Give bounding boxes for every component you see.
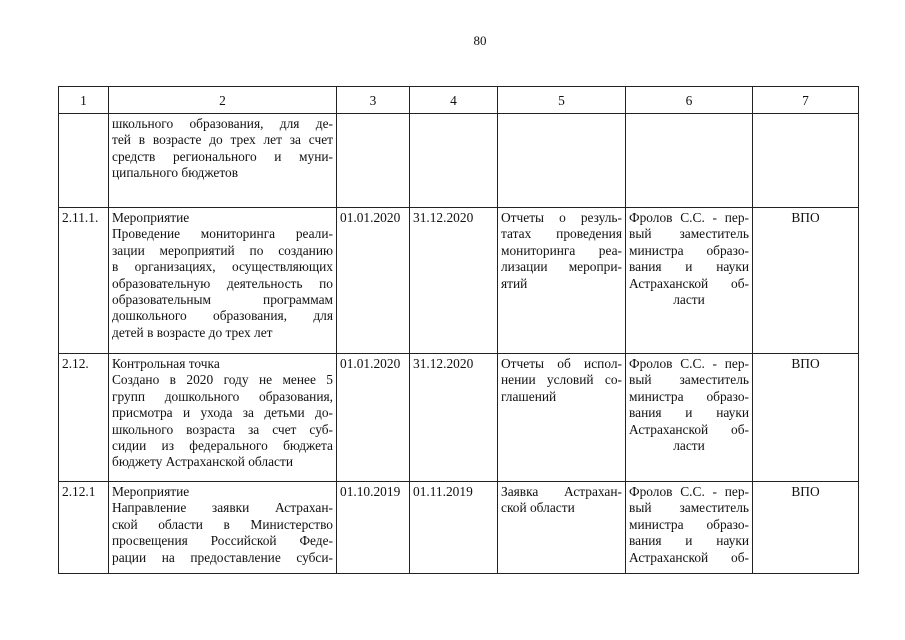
- description-line: Создано в 2020 году не менее 5: [112, 372, 333, 388]
- description-line: школьного возраста за счет суб-: [112, 421, 333, 437]
- header-row: [59, 87, 859, 114]
- description-line: зации мероприятий по созданию: [112, 242, 333, 258]
- result-line: лизации меропри-: [501, 259, 622, 275]
- description-line: рации на предоставление субси-: [112, 549, 333, 565]
- row-end-date: 31.12.2020: [410, 208, 498, 354]
- description-line: присмотра и ухода за детьми до-: [112, 405, 333, 421]
- description-line: дошкольного образования, для: [112, 308, 333, 324]
- responsible-line: вания и науки: [629, 533, 749, 549]
- responsible-line: вый заместитель: [629, 226, 749, 242]
- row-description: [109, 208, 337, 354]
- row-result: [498, 114, 626, 208]
- description-line: тей в возрасте до трех лет за счет: [112, 132, 333, 148]
- responsible-line: министра образо-: [629, 242, 749, 258]
- row-code: [59, 114, 109, 208]
- header-cell: 4: [410, 87, 498, 114]
- description-line: Мероприятие: [112, 484, 190, 499]
- responsible-line: Фролов С.С. - пер-: [629, 210, 749, 225]
- description-line: образовательную деятельность по: [112, 275, 333, 291]
- row-control: [753, 114, 859, 208]
- row-control: ВПО: [753, 208, 859, 354]
- result-line: глашений: [501, 388, 557, 404]
- row-description: [109, 114, 337, 208]
- header-cell: 1: [59, 87, 109, 114]
- plan-table: [58, 86, 859, 574]
- header-cell: 5: [498, 87, 626, 114]
- responsible-line: Астраханской об-: [629, 421, 749, 437]
- row-result: [498, 482, 626, 574]
- row-end-date: [410, 114, 498, 208]
- row-result: [498, 354, 626, 482]
- row-start-date: 01.10.2019: [337, 482, 410, 574]
- row-code: 2.12.1: [59, 482, 109, 574]
- responsible-line: Астраханской об-: [629, 275, 749, 291]
- row-code: 2.11.1.: [59, 208, 109, 354]
- result-line: Отчеты об испол-: [501, 356, 622, 371]
- table-row: [59, 208, 859, 354]
- responsible-line: Фролов С.С. - пер-: [629, 356, 749, 371]
- row-start-date: 01.01.2020: [337, 208, 410, 354]
- description-line: образовательным программам: [112, 292, 333, 308]
- description-line: сидии из федерального бюджета: [112, 438, 333, 454]
- result-line: мониторинга реа-: [501, 242, 622, 258]
- responsible-line: вания и науки: [629, 405, 749, 421]
- row-control: ВПО: [753, 354, 859, 482]
- responsible-line: Фролов С.С. - пер-: [629, 484, 749, 499]
- responsible-line: министра образо-: [629, 516, 749, 532]
- responsible-line: Астраханской об-: [629, 549, 749, 565]
- row-responsible: [626, 354, 753, 482]
- row-responsible: [626, 114, 753, 208]
- description-line: просвещения Российской Феде-: [112, 533, 333, 549]
- description-line: Мероприятие: [112, 210, 190, 225]
- row-end-date: 31.12.2020: [410, 354, 498, 482]
- table-row: [59, 354, 859, 482]
- result-line: ятий: [501, 275, 528, 291]
- header-cell: 3: [337, 87, 410, 114]
- result-line: ской области: [501, 500, 575, 516]
- row-responsible: [626, 208, 753, 354]
- row-description: [109, 354, 337, 482]
- page-number: 80: [473, 33, 487, 48]
- description-line: средств регионального и муни-: [112, 148, 333, 164]
- description-line: Направление заявки Астрахан-: [112, 500, 333, 516]
- result-line: Заявка Астрахан-: [501, 484, 622, 499]
- result-line: татах проведения: [501, 226, 622, 242]
- row-control: ВПО: [753, 482, 859, 574]
- table-row: [59, 482, 859, 574]
- row-start-date: 01.01.2020: [337, 354, 410, 482]
- description-line: ской области в Министерство: [112, 516, 333, 532]
- responsible-line: ласти: [673, 438, 705, 454]
- description-line: ципального бюджетов: [112, 165, 239, 181]
- header-cell: 7: [753, 87, 859, 114]
- description-line: детей в возрасте до трех лет: [112, 324, 273, 340]
- responsible-line: вания и науки: [629, 259, 749, 275]
- responsible-line: вый заместитель: [629, 372, 749, 388]
- row-start-date: [337, 114, 410, 208]
- table-row: [59, 114, 859, 208]
- header-cell: 2: [109, 87, 337, 114]
- result-line: нении условий со-: [501, 372, 622, 388]
- description-line: бюджету Астраханской области: [112, 454, 293, 470]
- responsible-line: министра образо-: [629, 388, 749, 404]
- row-responsible: [626, 482, 753, 574]
- row-result: [498, 208, 626, 354]
- responsible-line: вый заместитель: [629, 500, 749, 516]
- row-end-date: 01.11.2019: [410, 482, 498, 574]
- description-line: школьного образования, для де-: [112, 116, 333, 131]
- description-line: Проведение мониторинга реали-: [112, 226, 333, 242]
- description-line: групп дошкольного образования,: [112, 388, 333, 404]
- row-code: 2.12.: [59, 354, 109, 482]
- row-description: [109, 482, 337, 574]
- header-cell: 6: [626, 87, 753, 114]
- description-line: в организациях, осуществляющих: [112, 259, 333, 275]
- responsible-line: ласти: [673, 292, 705, 308]
- result-line: Отчеты о резуль-: [501, 210, 622, 225]
- description-line: Контрольная точка: [112, 356, 220, 371]
